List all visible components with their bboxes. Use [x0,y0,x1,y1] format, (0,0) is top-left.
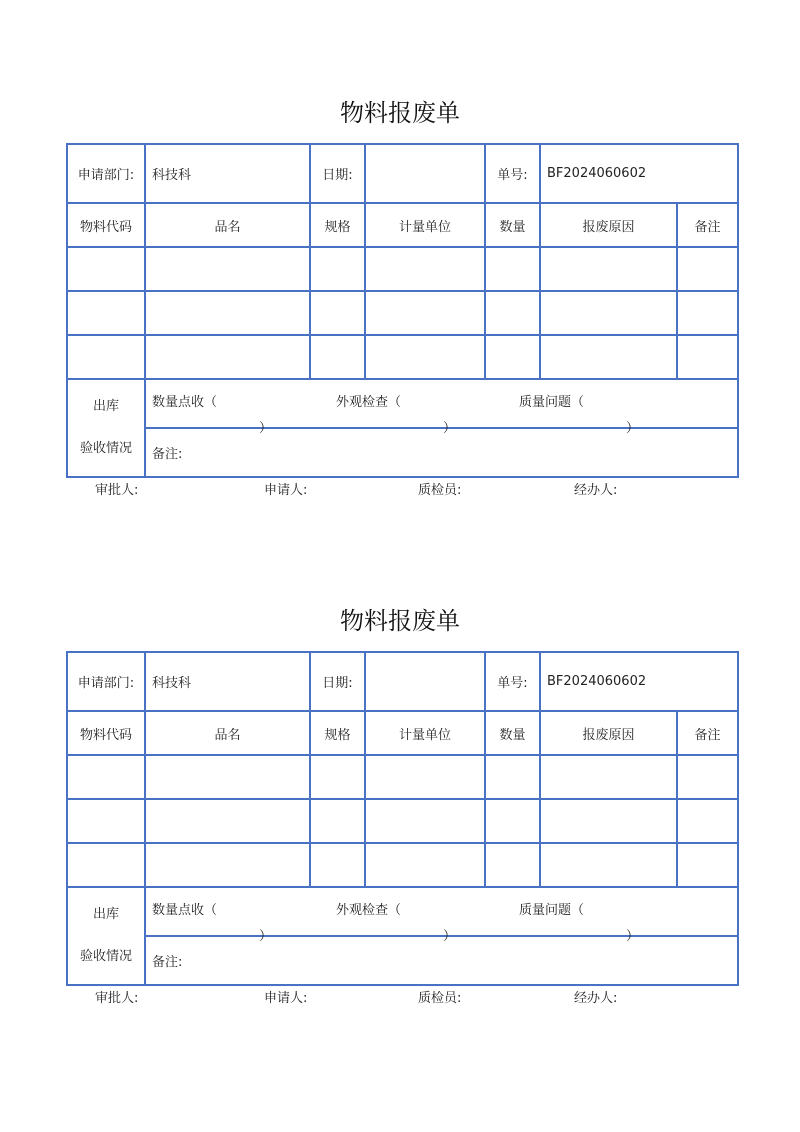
cell-item-name[interactable] [145,247,310,291]
dept-label: 申请部门: [67,144,145,203]
order-no-label: 单号: [485,652,540,711]
approver-label: 审批人: [95,991,139,1006]
cell-material-code[interactable] [67,291,145,335]
cell-unit[interactable] [365,247,485,291]
cell-unit[interactable] [365,291,485,335]
quantity-check[interactable]: 数量点收（ ） [152,903,273,944]
cell-scrap-reason[interactable] [540,843,677,887]
cell-spec[interactable] [310,755,365,799]
cell-material-code[interactable] [67,335,145,379]
cell-material-code[interactable] [67,799,145,843]
table-row [67,799,738,843]
approver-label: 审批人: [95,483,139,498]
col-remark: 备注 [677,711,738,755]
cell-remark[interactable] [677,291,738,335]
date-value[interactable] [365,652,485,711]
cell-scrap-reason[interactable] [540,291,677,335]
cell-scrap-reason[interactable] [540,247,677,291]
order-no-value[interactable]: BF2024060602 [540,144,738,203]
col-spec: 规格 [310,711,365,755]
inspection-remark[interactable]: 备注: [145,428,738,477]
date-label: 日期: [310,144,365,203]
cell-scrap-reason[interactable] [540,755,677,799]
quality-check[interactable]: 质量问题（ ） [519,903,640,944]
col-material-code: 物料代码 [67,203,145,247]
quality-check[interactable]: 质量问题（ ） [519,395,640,436]
signature-row [0,479,800,503]
col-unit: 计量单位 [365,711,485,755]
date-value[interactable] [365,144,485,203]
scrap-form-table [66,143,739,478]
cell-remark[interactable] [677,247,738,291]
cell-spec[interactable] [310,843,365,887]
col-scrap-reason: 报废原因 [540,203,677,247]
header-row [67,144,738,203]
signature-row [0,987,800,1011]
cell-spec[interactable] [310,799,365,843]
table-row [67,755,738,799]
order-no-label: 单号: [485,144,540,203]
cell-spec[interactable] [310,291,365,335]
inspection-label-line1: 出库 [92,907,119,922]
order-no-value[interactable]: BF2024060602 [540,652,738,711]
form-title: 物料报废单 [340,99,460,127]
col-unit: 计量单位 [365,203,485,247]
inspection-checks [145,379,738,436]
cell-spec[interactable] [310,247,365,291]
inspection-label [67,379,145,477]
cell-unit[interactable] [365,335,485,379]
quantity-check[interactable]: 数量点收（ ） [152,395,273,436]
cell-remark[interactable] [677,755,738,799]
cell-item-name[interactable] [145,799,310,843]
table-row [67,291,738,335]
applicant-label: 申请人: [264,483,308,498]
cell-item-name[interactable] [145,843,310,887]
table-row [67,843,738,887]
col-remark: 备注 [677,203,738,247]
cell-quantity[interactable] [485,843,540,887]
cell-scrap-reason[interactable] [540,799,677,843]
cell-unit[interactable] [365,843,485,887]
cell-spec[interactable] [310,335,365,379]
table-row [67,335,738,379]
applicant-label: 申请人: [264,991,308,1006]
col-spec: 规格 [310,203,365,247]
inspection-label-line2: 验收情况 [79,949,132,964]
cell-quantity[interactable] [485,291,540,335]
inspection-remark[interactable]: 备注: [145,936,738,985]
cell-remark[interactable] [677,335,738,379]
scrap-form-1 [0,93,800,513]
cell-item-name[interactable] [145,755,310,799]
column-header-row [67,203,738,247]
col-quantity: 数量 [485,203,540,247]
cell-quantity[interactable] [485,755,540,799]
inspection-label-line2: 验收情况 [79,441,132,456]
dept-value[interactable]: 科技科 [145,652,310,711]
cell-item-name[interactable] [145,335,310,379]
cell-quantity[interactable] [485,335,540,379]
cell-scrap-reason[interactable] [540,335,677,379]
cell-material-code[interactable] [67,755,145,799]
col-item-name: 品名 [145,203,310,247]
inspector-label: 质检员: [418,991,462,1006]
handler-label: 经办人: [574,483,618,498]
inspection-label-line1: 出库 [92,399,119,414]
cell-quantity[interactable] [485,799,540,843]
inspection-row [67,887,738,936]
scrap-form-table [66,651,739,986]
table-row [67,247,738,291]
cell-remark[interactable] [677,799,738,843]
inspection-row [67,379,738,428]
header-row [67,652,738,711]
dept-label: 申请部门: [67,652,145,711]
cell-unit[interactable] [365,799,485,843]
cell-material-code[interactable] [67,843,145,887]
cell-item-name[interactable] [145,291,310,335]
cell-unit[interactable] [365,755,485,799]
appearance-check[interactable]: 外观检查（ ） [336,903,457,944]
appearance-check[interactable]: 外观检查（ ） [336,395,457,436]
cell-remark[interactable] [677,843,738,887]
scrap-form-2 [0,601,800,1021]
cell-material-code[interactable] [67,247,145,291]
column-header-row [67,711,738,755]
cell-quantity[interactable] [485,247,540,291]
handler-label: 经办人: [574,991,618,1006]
form-title: 物料报废单 [340,607,460,635]
inspection-checks [145,887,738,944]
col-material-code: 物料代码 [67,711,145,755]
dept-value[interactable]: 科技科 [145,144,310,203]
col-scrap-reason: 报废原因 [540,711,677,755]
inspection-label [67,887,145,985]
inspector-label: 质检员: [418,483,462,498]
col-item-name: 品名 [145,711,310,755]
date-label: 日期: [310,652,365,711]
col-quantity: 数量 [485,711,540,755]
